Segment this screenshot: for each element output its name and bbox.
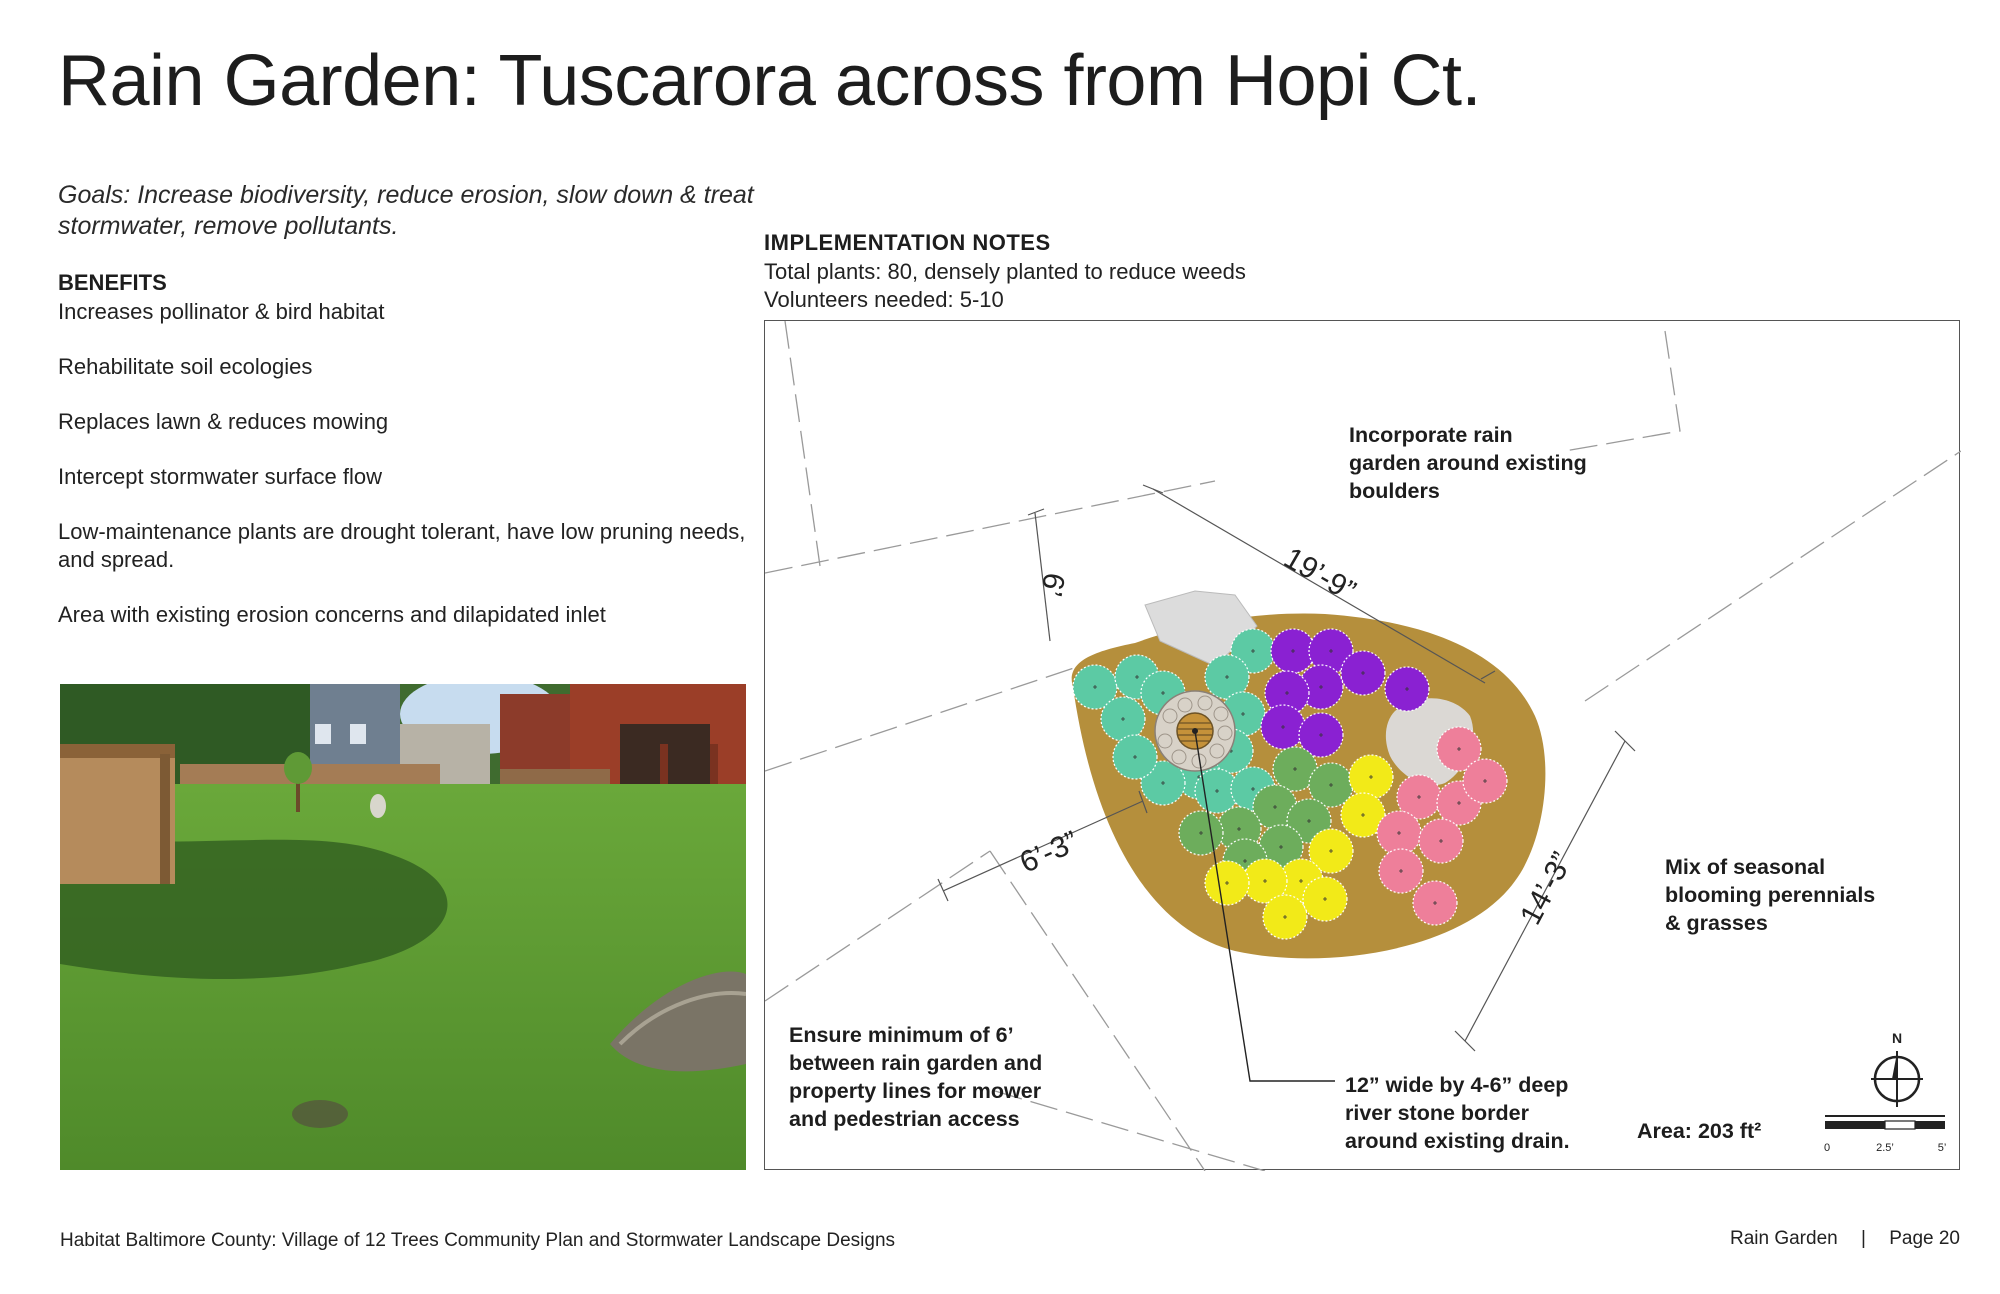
- dimension-label-6: 6’: [1034, 570, 1071, 600]
- note-line: around existing drain.: [1345, 1129, 1570, 1153]
- scale-label: 2.5’: [1876, 1142, 1894, 1154]
- plant-purple: [1261, 705, 1305, 749]
- dimension-label-length: 19’-9”: [1278, 541, 1362, 609]
- plant-yellow: [1263, 895, 1307, 939]
- benefit-item: Low-maintenance plants are drought tolerant, have low pruning needs, and spread.: [58, 519, 746, 572]
- scale-bar: [1824, 1115, 1946, 1154]
- benefit-item: Intercept stormwater surface flow: [58, 464, 383, 489]
- dimension-label-offset: 6’-3”: [1015, 825, 1084, 880]
- property-line: [765, 661, 1095, 771]
- volunteers-text: Volunteers needed: 5-10: [764, 287, 1004, 312]
- note-line: 12” wide by 4-6” deep: [1345, 1073, 1569, 1097]
- note-line: garden around existing: [1349, 451, 1587, 475]
- note-line: river stone border: [1345, 1101, 1529, 1125]
- note-line: Ensure minimum of 6’: [789, 1023, 1014, 1047]
- note-line: between rain garden and: [789, 1051, 1043, 1075]
- note-line: and pedestrian access: [789, 1107, 1020, 1131]
- benefit-item: Replaces lawn & reduces mowing: [58, 409, 389, 434]
- benefit-item: Area with existing erosion concerns and dilapidated inlet: [58, 602, 606, 627]
- note-border: [1345, 1071, 1570, 1155]
- footer-separator: |: [1860, 1228, 1866, 1249]
- note-minimum: [789, 1021, 1042, 1133]
- note-mix: [1665, 853, 1875, 937]
- north-label: N: [1891, 1030, 1903, 1046]
- scale-label: 5’: [1937, 1142, 1947, 1154]
- property-line: [765, 481, 1215, 573]
- note-line: & grasses: [1665, 911, 1768, 935]
- footer-page-number: Page 20: [1889, 1228, 1960, 1249]
- goals-text: Goals: Increase biodiversity, reduce erosion, slow down & treat stormwater, remove pollutants.: [58, 181, 754, 240]
- page-title: Rain Garden: Tuscarora across from Hopi Ct.: [58, 41, 1482, 121]
- plant-pink: [1377, 811, 1421, 855]
- property-line: [765, 851, 990, 1001]
- note-line: boulders: [1349, 479, 1440, 503]
- implementation-heading: IMPLEMENTATION NOTES: [764, 230, 1051, 255]
- north-arrow: [1871, 1030, 1923, 1107]
- area-label: Area: 203 ft²: [1637, 1119, 1762, 1143]
- footer-document-title: Habitat Baltimore County: Village of 12 Trees Community Plan and Stormwater Landscape Designs: [60, 1230, 896, 1251]
- plant-pink: [1413, 881, 1457, 925]
- benefit-item: Rehabilitate soil ecologies: [58, 354, 313, 379]
- plant-purple: [1385, 667, 1429, 711]
- plant-yellow: [1349, 755, 1393, 799]
- note-line: Mix of seasonal: [1665, 855, 1826, 879]
- plant-yellow: [1205, 861, 1249, 905]
- property-line: [785, 321, 820, 566]
- footer-page-info: [1730, 1228, 1960, 1250]
- site-plan: [764, 320, 1960, 1170]
- plant-teal: [1101, 697, 1145, 741]
- note-line: Incorporate rain: [1349, 423, 1513, 447]
- site-photo: [60, 684, 746, 1170]
- plant-teal: [1113, 735, 1157, 779]
- scale-label: 0: [1823, 1142, 1831, 1154]
- plant-pink: [1379, 849, 1423, 893]
- dimension-label-width: 14’-3”: [1514, 846, 1580, 931]
- plant-pink: [1463, 759, 1507, 803]
- benefits-list: [58, 298, 758, 656]
- benefits-heading: BENEFITS: [58, 270, 167, 295]
- benefit-item: Increases pollinator & bird habitat: [58, 299, 385, 324]
- plant-green: [1179, 811, 1223, 855]
- property-line: [1585, 451, 1961, 701]
- footer-section: Rain Garden: [1729, 1228, 1838, 1249]
- plant-yellow: [1303, 877, 1347, 921]
- plant-pink: [1419, 819, 1463, 863]
- note-line: blooming perennials: [1665, 883, 1876, 907]
- total-plants-text: Total plants: 80, densely planted to reduce weeds: [764, 259, 1246, 284]
- plant-purple: [1341, 651, 1385, 695]
- note-boulders: [1349, 421, 1587, 505]
- note-line: property lines for mower: [789, 1079, 1042, 1103]
